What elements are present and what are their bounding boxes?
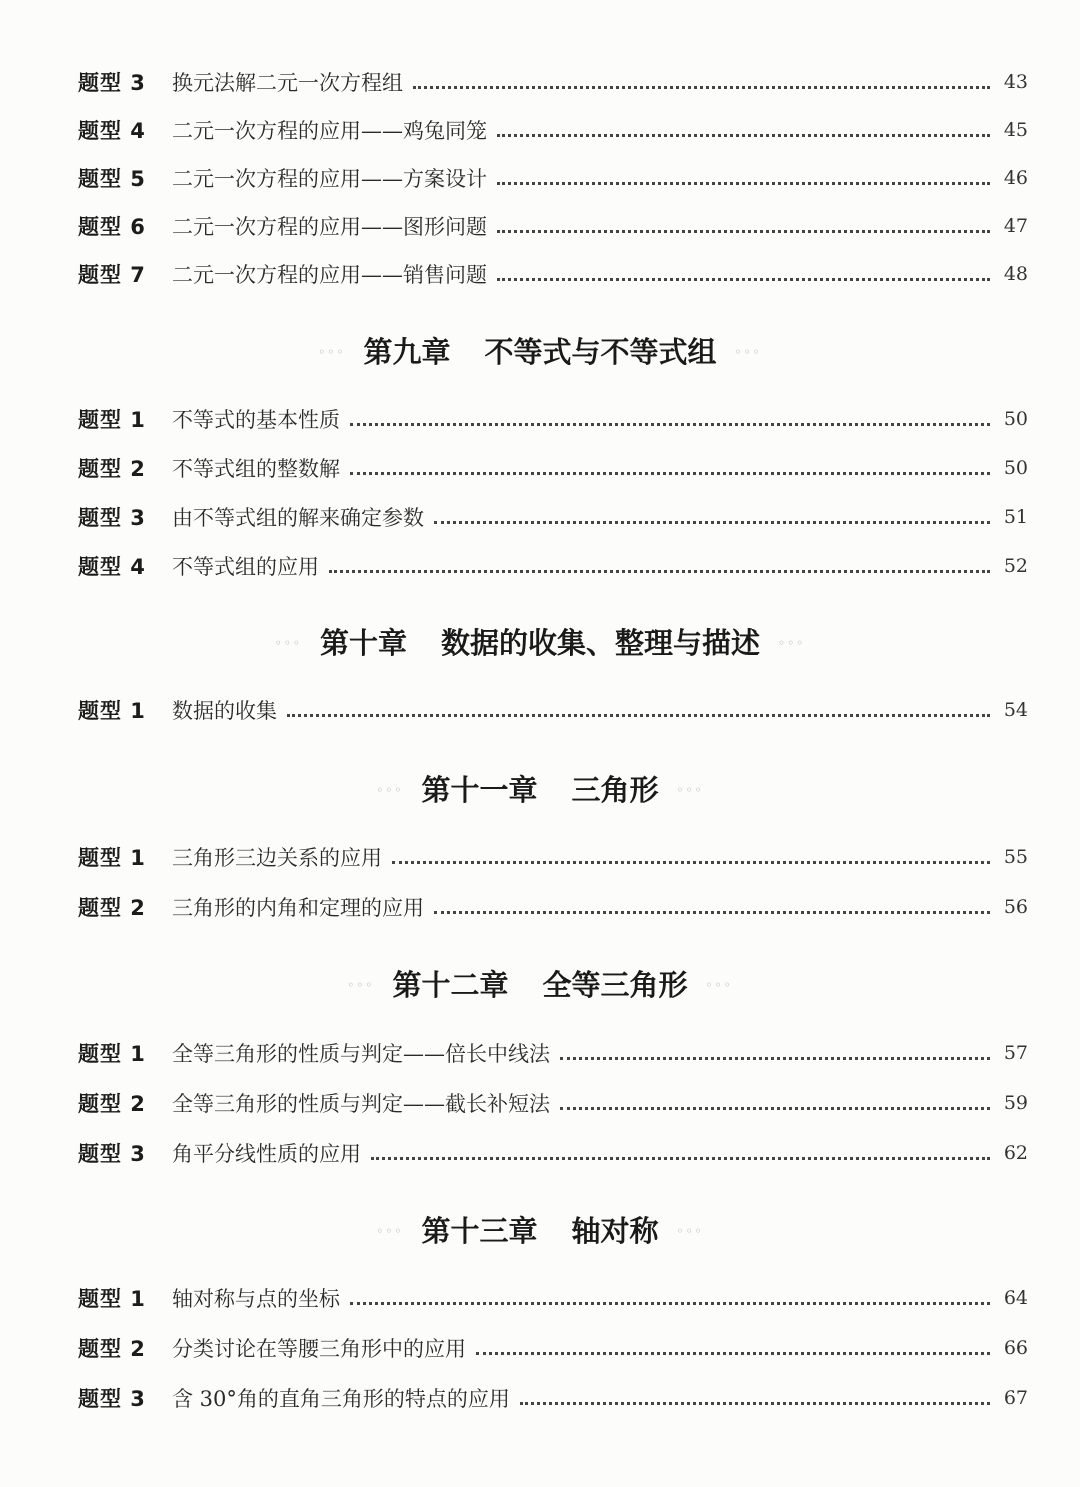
dot-leader [476, 1352, 990, 1355]
page-number: 46 [1003, 167, 1028, 189]
ornament-right: ◦◦◦ [676, 783, 704, 797]
entry-tag: 题型 6 [78, 215, 146, 239]
entry-tag: 题型 1 [78, 1287, 146, 1311]
entry-tag: 题型 3 [78, 1142, 146, 1166]
page-number: 62 [1003, 1142, 1028, 1164]
dot-leader [350, 423, 990, 426]
ornament-left: ◦◦◦ [347, 978, 375, 992]
chapter-number: 第十章 [319, 625, 407, 660]
entry-title: 分类讨论在等腰三角形中的应用 [172, 1337, 466, 1361]
dot-leader [497, 230, 990, 233]
page-number: 45 [1003, 119, 1028, 141]
toc-entry[interactable] [78, 692, 1028, 728]
chapter-heading [0, 1204, 1080, 1254]
toc-entry[interactable] [78, 499, 1028, 535]
entry-title: 含 30°角的直角三角形的特点的应用 [172, 1387, 510, 1411]
ornament-right: ◦◦◦ [676, 1224, 704, 1238]
dot-leader [350, 1302, 990, 1305]
entry-tag: 题型 1 [78, 699, 146, 723]
chapter-title: 数据的收集、整理与描述 [441, 625, 761, 660]
entry-title: 由不等式组的解来确定参数 [172, 506, 424, 530]
chapter-number: 第九章 [363, 334, 451, 369]
entry-title: 不等式组的应用 [172, 555, 319, 579]
chapter-heading [0, 325, 1080, 375]
chapter-heading [0, 763, 1080, 813]
chapter-title: 三角形 [571, 772, 659, 807]
toc-entry[interactable] [78, 1085, 1028, 1121]
dot-leader [497, 278, 990, 281]
dot-leader [350, 472, 990, 475]
page-number: 67 [1003, 1387, 1028, 1409]
dot-leader [560, 1107, 990, 1110]
entry-title: 不等式组的整数解 [172, 457, 340, 481]
entry-title: 轴对称与点的坐标 [172, 1287, 340, 1311]
ornament-right: ◦◦◦ [705, 978, 733, 992]
entry-tag: 题型 2 [78, 1337, 146, 1361]
entry-tag: 题型 2 [78, 896, 146, 920]
toc-entry[interactable] [78, 450, 1028, 486]
toc-entry[interactable] [78, 839, 1028, 875]
entry-title: 不等式的基本性质 [172, 408, 340, 432]
chapter-number: 第十三章 [421, 1213, 538, 1248]
entry-title: 数据的收集 [172, 699, 277, 723]
page-number: 55 [1003, 846, 1028, 868]
page-number: 64 [1003, 1287, 1028, 1309]
entry-title: 全等三角形的性质与判定——截长补短法 [172, 1092, 550, 1116]
page-number: 59 [1003, 1092, 1028, 1114]
chapter-number: 第十二章 [392, 967, 509, 1002]
page-number: 52 [1003, 555, 1028, 577]
toc-entry[interactable] [78, 112, 1028, 148]
dot-leader [392, 861, 990, 864]
dot-leader [413, 86, 990, 89]
toc-entry[interactable] [78, 1035, 1028, 1071]
entry-title: 全等三角形的性质与判定——倍长中线法 [172, 1042, 550, 1066]
dot-leader [520, 1402, 990, 1405]
toc-entry[interactable] [78, 1135, 1028, 1171]
dot-leader [497, 182, 990, 185]
page-number: 54 [1003, 699, 1028, 721]
dot-leader [329, 570, 990, 573]
entry-title: 换元法解二元一次方程组 [172, 71, 403, 95]
toc-entry[interactable] [78, 401, 1028, 437]
page-number: 48 [1003, 263, 1028, 285]
chapter-title: 不等式与不等式组 [484, 334, 717, 369]
toc-entry[interactable] [78, 889, 1028, 925]
chapter-title: 轴对称 [571, 1213, 659, 1248]
ornament-right: ◦◦◦ [778, 636, 806, 650]
ornament-left: ◦◦◦ [376, 783, 404, 797]
ornament-left: ◦◦◦ [318, 345, 346, 359]
page-number: 50 [1003, 457, 1028, 479]
entry-tag: 题型 4 [78, 555, 146, 579]
dot-leader [434, 521, 990, 524]
toc-entry[interactable] [78, 548, 1028, 584]
page-number: 51 [1003, 506, 1028, 528]
ornament-left: ◦◦◦ [376, 1224, 404, 1238]
dot-leader [497, 134, 990, 137]
dot-leader [371, 1157, 990, 1160]
entry-title: 三角形三边关系的应用 [172, 846, 382, 870]
entry-title: 二元一次方程的应用——销售问题 [172, 263, 487, 287]
entry-tag: 题型 2 [78, 1092, 146, 1116]
page-number: 56 [1003, 896, 1028, 918]
entry-tag: 题型 3 [78, 71, 146, 95]
entry-tag: 题型 4 [78, 119, 146, 143]
page-number: 50 [1003, 408, 1028, 430]
page-number: 66 [1003, 1337, 1028, 1359]
toc-entry[interactable] [78, 64, 1028, 100]
chapter-heading [0, 958, 1080, 1008]
ornament-left: ◦◦◦ [274, 636, 302, 650]
entry-tag: 题型 5 [78, 167, 146, 191]
toc-entry[interactable] [78, 160, 1028, 196]
entry-tag: 题型 3 [78, 506, 146, 530]
chapter-number: 第十一章 [421, 772, 538, 807]
page-number: 43 [1003, 71, 1028, 93]
dot-leader [560, 1057, 990, 1060]
page-number: 57 [1003, 1042, 1028, 1064]
toc-entry[interactable] [78, 1380, 1028, 1416]
toc-entry[interactable] [78, 208, 1028, 244]
entry-tag: 题型 7 [78, 263, 146, 287]
entry-tag: 题型 3 [78, 1387, 146, 1411]
entry-tag: 题型 2 [78, 457, 146, 481]
dot-leader [434, 911, 990, 914]
entry-tag: 题型 1 [78, 408, 146, 432]
chapter-heading [0, 616, 1080, 666]
entry-title: 二元一次方程的应用——鸡兔同笼 [172, 119, 487, 143]
entry-title: 二元一次方程的应用——方案设计 [172, 167, 487, 191]
entry-tag: 题型 1 [78, 846, 146, 870]
toc-entry[interactable] [78, 1330, 1028, 1366]
chapter-title: 全等三角形 [542, 967, 688, 1002]
entry-title: 三角形的内角和定理的应用 [172, 896, 424, 920]
toc-entry[interactable] [78, 256, 1028, 292]
toc-entry[interactable] [78, 1280, 1028, 1316]
dot-leader [287, 714, 990, 717]
entry-title: 角平分线性质的应用 [172, 1142, 361, 1166]
ornament-right: ◦◦◦ [734, 345, 762, 359]
entry-title: 二元一次方程的应用——图形问题 [172, 215, 487, 239]
page-number: 47 [1003, 215, 1028, 237]
entry-tag: 题型 1 [78, 1042, 146, 1066]
